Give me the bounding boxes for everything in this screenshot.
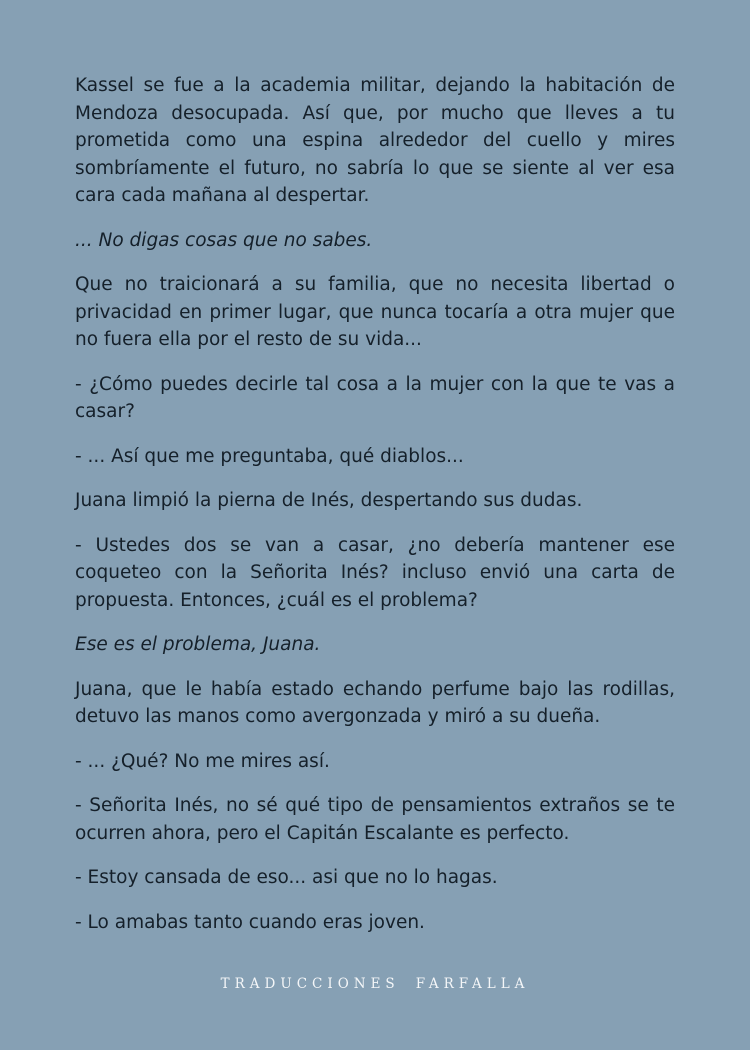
paragraph-2: ... No digas cosas que no sabes.	[75, 229, 373, 251]
paragraph-7: - Ustedes dos se van a casar, ¿no debería mantener ese coqueteo con la Señorita Inés? incluso envió una carta de propuesta. Entonces, ¿cuál es el problema?	[75, 534, 675, 611]
page-body	[75, 72, 675, 953]
paragraph-8: Ese es el problema, Juana.	[75, 634, 321, 655]
paragraph-3: Que no traicionará a su familia, que no necesita libertad o privacidad en primer lugar, que nunca tocaría a otra mujer que no fuera ella por el resto de su vida...	[75, 274, 675, 350]
paragraph-13: - Lo amabas tanto cuando eras joven.	[75, 911, 425, 933]
footer-credit	[0, 976, 750, 992]
footer-word-1: TRADUCCIONES	[220, 976, 400, 992]
paragraph-9: Juana, que le había estado echando perfume bajo las rodillas, detuvo las manos como avergonzada y miró a su dueña.	[75, 678, 675, 727]
paragraph-5: - ... Así que me preguntaba, qué diablos...	[75, 445, 464, 467]
paragraph-11: - Señorita Inés, no sé qué tipo de pensamientos extraños se te ocurren ahora, pero el Capitán Escalante es perfecto.	[75, 795, 675, 844]
paragraph-4: - ¿Cómo puedes decirle tal cosa a la mujer con la que te vas a casar?	[75, 373, 675, 422]
paragraph-1: Kassel se fue a la academia militar, dejando la habitación de Mendoza desocupada. Así que, por mucho que lleves a tu prometida como una espina alrededor del cuello y mires sombríamente el futuro, no sabría lo que se siente al ver esa cara cada mañana al despertar.	[75, 75, 675, 206]
paragraph-10: - ... ¿Qué? No me mires así.	[75, 750, 330, 772]
footer-word-2: FARFALLA	[415, 976, 530, 992]
paragraph-6: Juana limpió la pierna de Inés, despertando sus dudas.	[75, 490, 583, 511]
paragraph-12: - Estoy cansada de eso... asi que no lo hagas.	[75, 867, 498, 888]
